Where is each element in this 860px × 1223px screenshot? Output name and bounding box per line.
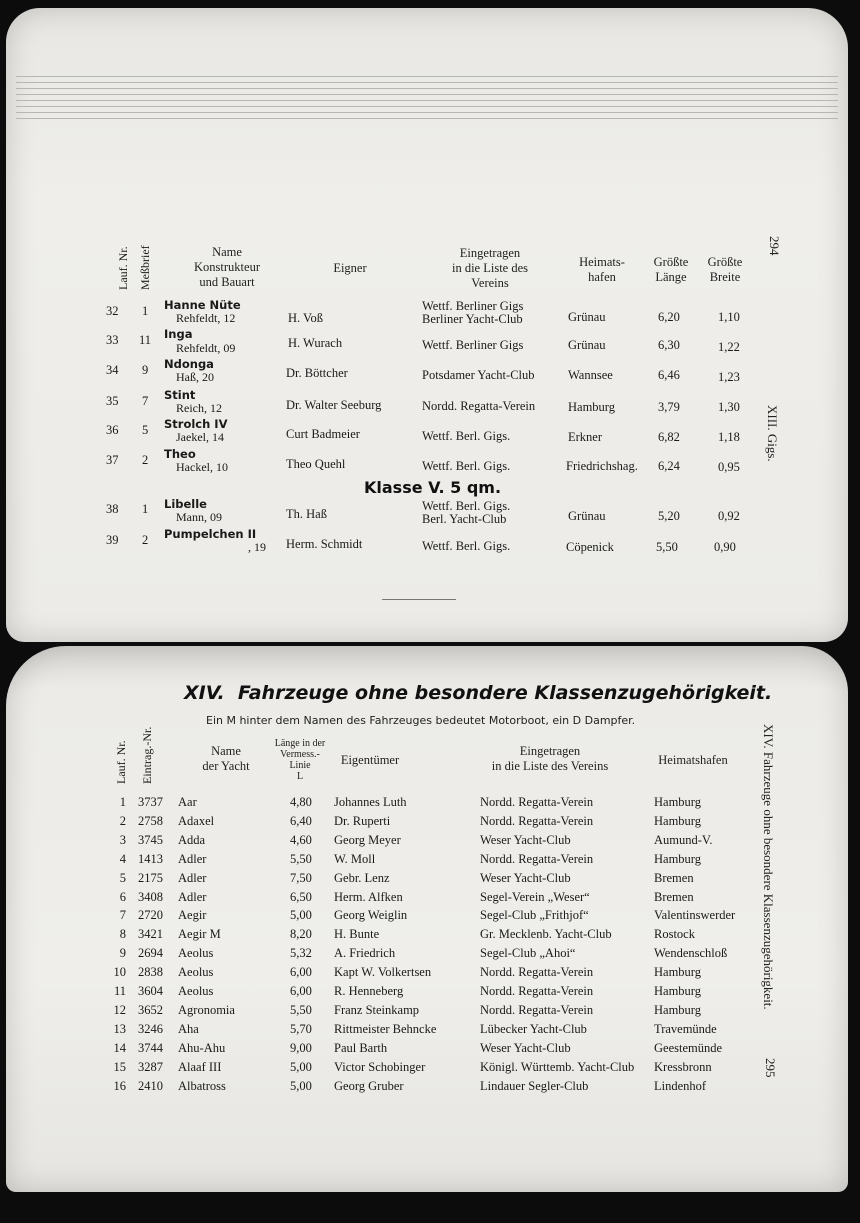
- yacht-name: Inga: [164, 327, 193, 341]
- header-eigentuemer: Eigentümer: [340, 753, 400, 767]
- page-edge-line: [16, 94, 838, 95]
- hafen-cell: Wannsee: [568, 368, 613, 382]
- class-heading: Klasse V. 5 qm.: [364, 478, 502, 497]
- laenge-cell: 5,50: [290, 1002, 312, 1017]
- hafen-cell: Geestemünde: [654, 1040, 723, 1055]
- lauf-cell: 35: [106, 394, 119, 408]
- owner-cell: R. Henneberg: [334, 984, 404, 998]
- lauf-cell: 15: [113, 1059, 126, 1074]
- laenge-cell: 9,00: [290, 1040, 312, 1055]
- page-edge-line: [16, 76, 838, 77]
- verein-cell: Potsdamer Yacht-Club: [422, 368, 535, 382]
- header-heimatshafen: Heimats- hafen: [579, 255, 625, 284]
- page-number: 295: [763, 1058, 778, 1078]
- builder: Mann, 09: [176, 510, 222, 524]
- eintrag-cell: 2838: [138, 965, 163, 980]
- title-text: Fahrzeuge ohne besondere Klassenzugehörigkeit.: [237, 682, 773, 704]
- verein-cell: Wettf. Berliner Gigs Berliner Yacht-Club: [422, 299, 524, 326]
- owner-cell: Rittmeister Behncke: [334, 1021, 437, 1036]
- lauf-cell: 13: [113, 1021, 126, 1036]
- verein-cell: Weser Yacht-Club: [480, 870, 571, 885]
- owner-cell: H. Bunte: [334, 927, 380, 942]
- header-name: Name Konstrukteur und Bauart: [194, 245, 260, 289]
- verein-cell: Königl. Württemb. Yacht-Club: [480, 1059, 635, 1074]
- lauf-cell: 36: [106, 423, 119, 437]
- lauf-cell: 11: [113, 984, 126, 998]
- laenge-cell: 5,70: [290, 1021, 312, 1036]
- verein-cell: Nordd. Regatta-Verein: [480, 1002, 594, 1017]
- owner-cell: Franz Steinkamp: [334, 1002, 420, 1017]
- running-head: XIV. Fahrzeuge ohne besondere Klassenzugehörigkeit.: [761, 724, 776, 1010]
- owner-cell: Georg Weiglin: [334, 908, 408, 923]
- eigner-cell: H. Voß: [288, 311, 323, 325]
- yacht-name: Stint: [164, 388, 196, 402]
- eintrag-cell: 3745: [138, 832, 163, 847]
- eigner-cell: Curt Badmeier: [286, 427, 360, 441]
- page-edge-line: [16, 112, 838, 113]
- laenge-cell: 5,32: [290, 946, 312, 961]
- hafen-cell: Grünau: [568, 310, 606, 324]
- messbrief-cell: 1: [142, 304, 149, 318]
- lauf-cell: 38: [106, 502, 119, 516]
- yacht-name-cell: Adler: [178, 889, 207, 904]
- hafen-cell: Aumund-V.: [654, 832, 713, 847]
- laenge-cell: 5,00: [290, 1078, 312, 1093]
- breite-cell: 1,30: [718, 400, 740, 414]
- lauf-cell: 1: [119, 795, 126, 809]
- laenge-cell: 6,00: [290, 965, 312, 980]
- hafen-cell: Hamburg: [654, 1002, 701, 1017]
- header-eingetragen: Eingetragen in die Liste des Vereins: [451, 246, 529, 290]
- page-edge-line: [16, 82, 838, 83]
- laenge-cell: 5,00: [290, 908, 312, 923]
- lauf-cell: 12: [113, 1002, 126, 1017]
- eintrag-cell: 2410: [138, 1078, 163, 1093]
- breite-cell: 1,10: [718, 310, 740, 324]
- header-eintrag: Eintrag.-Nr.: [140, 726, 154, 784]
- lauf-cell: 4: [119, 851, 126, 866]
- hafen-cell: Erkner: [568, 430, 603, 444]
- eintrag-cell: 3246: [138, 1021, 163, 1036]
- hafen-cell: Kressbronn: [654, 1059, 712, 1074]
- verein-cell: Wettf. Berliner Gigs: [422, 338, 524, 352]
- laenge-cell: 5,20: [658, 509, 680, 523]
- verein-cell: Nordd. Regatta-Verein: [480, 795, 594, 809]
- messbrief-cell: 5: [142, 423, 149, 437]
- builder: Hackel, 10: [176, 460, 228, 474]
- eintrag-cell: 3604: [138, 984, 163, 998]
- yacht-name-cell: Adaxel: [178, 813, 215, 828]
- header-heimatshafen: Heimatshafen: [658, 753, 728, 767]
- header-lauf: Lauf. Nr.: [116, 246, 130, 290]
- laenge-cell: 6,20: [658, 310, 680, 324]
- verein-cell: Nordd. Regatta-Verein: [480, 984, 594, 998]
- owner-cell: Herm. Alfken: [334, 889, 403, 904]
- laenge-cell: 6,82: [658, 430, 680, 444]
- messbrief-cell: 7: [142, 394, 149, 408]
- lauf-cell: 8: [119, 927, 126, 942]
- laenge-cell: 5,50: [290, 851, 312, 866]
- verein-cell: Wettf. Berl. Gigs. Berl. Yacht-Club: [422, 499, 511, 526]
- verein-cell: Lindauer Segler-Club: [480, 1078, 589, 1093]
- section-title: [184, 682, 772, 704]
- verein-cell: Segel-Club „Ahoi“: [480, 946, 576, 961]
- messbrief-cell: 1: [142, 502, 149, 516]
- eigner-cell: Th. Haß: [286, 507, 327, 521]
- verein-cell: Wettf. Berl. Gigs.: [422, 539, 511, 553]
- eigner-cell: Dr. Böttcher: [286, 366, 348, 380]
- yacht-name-cell: Adda: [178, 832, 206, 847]
- eintrag-cell: 3652: [138, 1002, 163, 1017]
- hafen-cell: Bremen: [654, 870, 694, 885]
- page-edge-line: [16, 118, 838, 119]
- owner-cell: Paul Barth: [334, 1040, 388, 1055]
- builder: Rehfeldt, 09: [176, 341, 236, 355]
- messbrief-cell: 2: [142, 533, 149, 547]
- messbrief-cell: 11: [139, 333, 152, 347]
- verein-cell: Wettf. Berl. Gigs.: [422, 459, 511, 473]
- verein-cell: Gr. Mecklenb. Yacht-Club: [480, 927, 612, 942]
- lauf-cell: 39: [106, 533, 119, 547]
- laenge-cell: 6,24: [658, 459, 680, 473]
- laenge-cell: 7,50: [290, 870, 312, 885]
- laenge-cell: 8,20: [290, 927, 312, 942]
- eintrag-cell: 3287: [138, 1059, 163, 1074]
- lauf-cell: 16: [113, 1078, 126, 1093]
- hafen-cell: Hamburg: [654, 813, 701, 828]
- yacht-name-cell: Aegir: [178, 908, 207, 923]
- eintrag-cell: 2758: [138, 813, 163, 828]
- owner-cell: A. Friedrich: [334, 946, 396, 961]
- lauf-cell: 37: [106, 453, 119, 467]
- eintrag-cell: 1413: [138, 851, 163, 866]
- note-line: Ein M hinter dem Namen des Fahrzeuges bedeutet Motorboot, ein D Dampfer.: [206, 714, 636, 727]
- owner-cell: Georg Gruber: [334, 1078, 404, 1093]
- lauf-cell: 5: [119, 870, 126, 885]
- hafen-cell: Grünau: [568, 338, 606, 352]
- builder: Reich, 12: [176, 401, 222, 415]
- yacht-name-cell: Aeolus: [178, 946, 214, 961]
- owner-cell: Dr. Ruperti: [334, 813, 391, 828]
- verein-cell: Nordd. Regatta-Verein: [480, 965, 594, 980]
- breite-cell: 1,22: [718, 340, 740, 354]
- yacht-name-cell: Aegir M: [178, 927, 221, 942]
- yacht-name-cell: Aeolus: [178, 965, 214, 980]
- yacht-name: Hanne Nüte: [164, 298, 241, 312]
- yacht-name-cell: Adler: [178, 851, 207, 866]
- verein-cell: Nordd. Regatta-Verein: [480, 813, 594, 828]
- header-messbrief: Meßbrief: [138, 245, 152, 290]
- eigner-cell: Herm. Schmidt: [286, 537, 363, 551]
- builder: , 19: [248, 540, 266, 554]
- yacht-name-cell: Albatross: [178, 1078, 226, 1093]
- header-breite: Größte Breite: [707, 255, 743, 284]
- yacht-name-cell: Aha: [178, 1021, 199, 1036]
- verein-cell: Segel-Verein „Weser“: [480, 889, 590, 904]
- owner-cell: W. Moll: [334, 851, 376, 866]
- builder: Jaekel, 14: [176, 430, 224, 444]
- lauf-cell: 14: [113, 1040, 126, 1055]
- breite-cell: 0,92: [718, 509, 740, 523]
- hafen-cell: Grünau: [568, 509, 606, 523]
- hafen-cell: Bremen: [654, 889, 694, 904]
- owner-cell: Kapt W. Volkertsen: [334, 965, 432, 980]
- lauf-cell: 6: [119, 889, 126, 904]
- laenge-cell: 5,00: [290, 1059, 312, 1074]
- lauf-cell: 10: [113, 965, 126, 980]
- verein-cell: Nordd. Regatta-Verein: [422, 399, 536, 413]
- owner-cell: Georg Meyer: [334, 832, 401, 847]
- eintrag-cell: 3737: [138, 795, 163, 809]
- yacht-name: Libelle: [164, 497, 207, 511]
- verein-cell: Nordd. Regatta-Verein: [480, 851, 594, 866]
- hafen-cell: Friedrichshag.: [566, 459, 638, 473]
- yacht-name-cell: Agronomia: [178, 1002, 235, 1017]
- yacht-name-cell: Ahu-Ahu: [178, 1040, 226, 1055]
- laenge-cell: 6,46: [658, 368, 680, 382]
- header-eingetragen: Eingetragen in die Liste des Vereins: [491, 744, 609, 773]
- header-name: Name der Yacht: [202, 744, 250, 773]
- yacht-name: Ndonga: [164, 357, 214, 371]
- page-edge-line: [16, 88, 838, 89]
- laenge-cell: 6,40: [290, 813, 312, 828]
- lauf-cell: 2: [119, 813, 126, 828]
- page-number: 294: [767, 236, 782, 256]
- hafen-cell: Lindenhof: [654, 1078, 707, 1093]
- section-rule: [382, 599, 456, 600]
- hafen-cell: Wendenschloß: [654, 946, 728, 961]
- yacht-name-cell: Adler: [178, 870, 207, 885]
- yacht-name: Theo: [164, 447, 196, 461]
- hafen-cell: Hamburg: [654, 795, 701, 809]
- eigner-cell: Dr. Walter Seeburg: [286, 398, 382, 412]
- laenge-cell: 6,30: [658, 338, 680, 352]
- yacht-name-cell: Aeolus: [178, 984, 214, 998]
- builder: Haß, 20: [176, 370, 214, 384]
- lauf-cell: 9: [119, 946, 126, 961]
- title-roman: XIV.: [184, 682, 225, 704]
- lauf-cell: 3: [119, 832, 126, 847]
- hafen-cell: Hamburg: [654, 965, 701, 980]
- hafen-cell: Valentinswerder: [654, 908, 736, 923]
- eintrag-cell: 2720: [138, 908, 163, 923]
- lauf-cell: 32: [106, 304, 119, 318]
- lauf-cell: 33: [106, 333, 119, 347]
- yacht-name-cell: Alaaf III: [178, 1059, 222, 1074]
- yacht-name: Strolch IV: [164, 417, 228, 431]
- breite-cell: 0,90: [714, 540, 736, 554]
- verein-cell: Wettf. Berl. Gigs.: [422, 429, 511, 443]
- owner-cell: Johannes Luth: [334, 795, 407, 809]
- eintrag-cell: 3421: [138, 927, 163, 942]
- laenge-cell: 4,80: [290, 795, 312, 809]
- eintrag-cell: 3744: [138, 1040, 163, 1055]
- page-edge-line: [16, 106, 838, 107]
- lauf-cell: 34: [106, 363, 119, 377]
- hafen-cell: Cöpenick: [566, 540, 614, 554]
- eigner-cell: Theo Quehl: [286, 457, 346, 471]
- laenge-cell: 6,50: [290, 889, 312, 904]
- laenge-cell: 6,00: [290, 984, 312, 998]
- owner-cell: Gebr. Lenz: [334, 870, 390, 885]
- verein-cell: Segel-Club „Frithjof“: [480, 908, 589, 923]
- laenge-cell: 5,50: [656, 540, 678, 554]
- eintrag-cell: 3408: [138, 889, 163, 904]
- eintrag-cell: 2694: [138, 946, 163, 961]
- yacht-name: Pumpelchen II: [164, 527, 257, 541]
- messbrief-cell: 2: [142, 453, 149, 467]
- hafen-cell: Hamburg: [654, 851, 701, 866]
- breite-cell: 1,23: [718, 370, 740, 384]
- lauf-cell: 7: [119, 908, 126, 923]
- verein-cell: Lübecker Yacht-Club: [480, 1021, 587, 1036]
- hafen-cell: Rostock: [654, 927, 695, 942]
- header-laenge: Größte Länge: [653, 255, 689, 284]
- eigner-cell: H. Wurach: [288, 336, 343, 350]
- page-edge-line: [16, 100, 838, 101]
- builder: Rehfeldt, 12: [176, 311, 236, 325]
- verein-cell: Weser Yacht-Club: [480, 1040, 571, 1055]
- header-eigner: Eigner: [333, 261, 367, 275]
- laenge-cell: 3,79: [658, 400, 680, 414]
- running-head: XIII. Gigs.: [765, 405, 780, 462]
- hafen-cell: Hamburg: [568, 400, 615, 414]
- header-laenge: Länge in der Vermess.- Linie L: [274, 738, 326, 782]
- header-lauf: Lauf. Nr.: [114, 740, 128, 784]
- eintrag-cell: 2175: [138, 870, 163, 885]
- verein-cell: Weser Yacht-Club: [480, 832, 571, 847]
- breite-cell: 0,95: [718, 460, 740, 474]
- messbrief-cell: 9: [142, 363, 149, 377]
- breite-cell: 1,18: [718, 430, 740, 444]
- yacht-name-cell: Aar: [178, 795, 197, 809]
- hafen-cell: Travemünde: [654, 1021, 717, 1036]
- owner-cell: Victor Schobinger: [334, 1059, 426, 1074]
- laenge-cell: 4,60: [290, 832, 312, 847]
- hafen-cell: Hamburg: [654, 984, 701, 998]
